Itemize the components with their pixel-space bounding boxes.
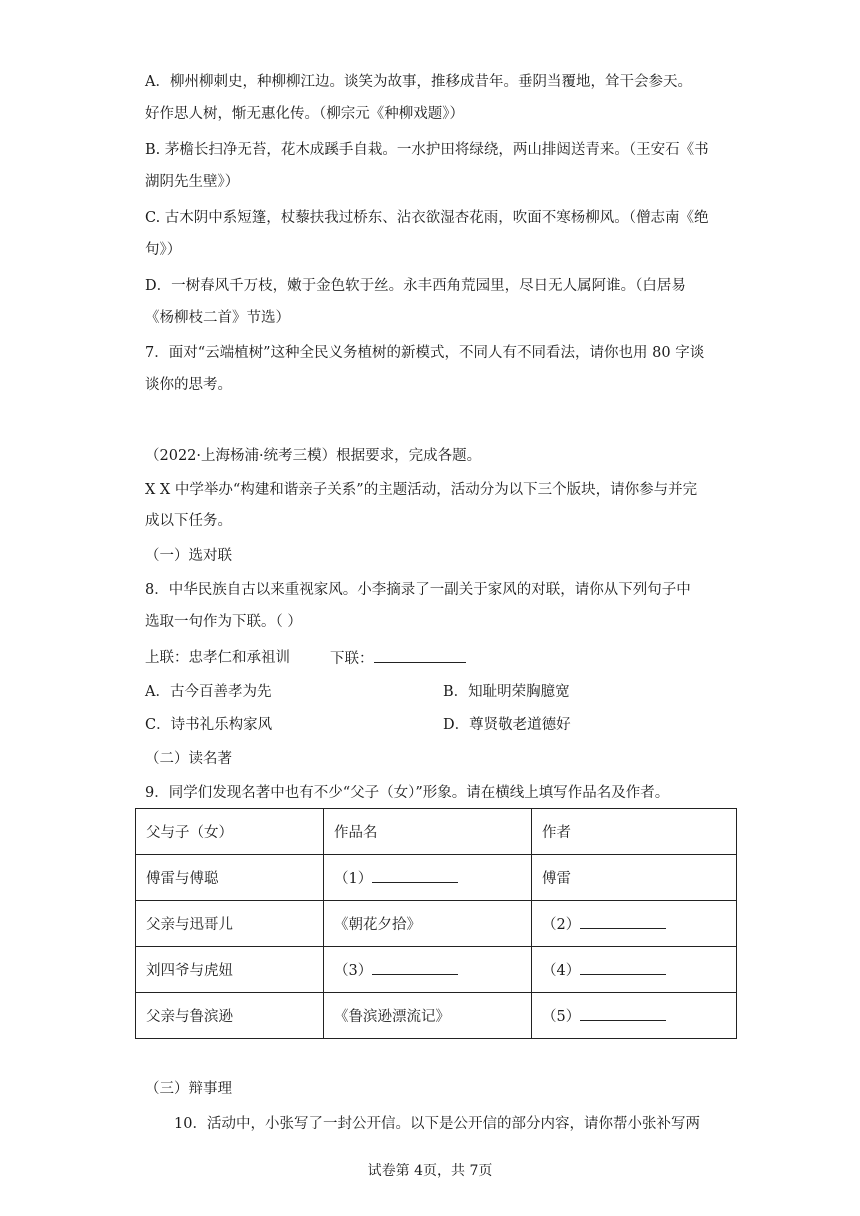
table-row <box>136 993 737 1039</box>
section-1-heading: （一）选对联 <box>145 548 232 564</box>
table-cell <box>532 947 737 993</box>
table-cell <box>532 901 737 947</box>
question-8-line-1: 8．中华民族自古以来重视家风。小李摘录了一副关于家风的对联，请你从下列句子中 <box>145 582 691 598</box>
activity-intro-line-1: X X 中学举办“构建和谐亲子关系”的主题活动，活动分为以下三个版块，请你参与并完 <box>145 482 698 498</box>
poem-a-line-2: 好作思人树，惭无惠化传。（柳宗元《种柳戏题》） <box>145 106 464 122</box>
poem-c-line-1: C. 古木阴中系短篷，杖藜扶我过桥东、沾衣欲湿杏花雨，吹面不寒杨柳风。（僧志南《绝 <box>145 210 709 226</box>
couplet-lower-label: 下联： <box>330 651 374 667</box>
option-d[interactable]: D．尊贤敬老道德好 <box>443 717 571 733</box>
question-7-line-2: 谈你的思考。 <box>145 377 232 393</box>
couplet-lower <box>330 648 466 669</box>
answer-blank-4[interactable] <box>580 960 666 975</box>
option-a[interactable]: A．古今百善孝为先 <box>145 684 272 700</box>
table-row <box>136 901 737 947</box>
answer-blank-2[interactable] <box>580 914 666 929</box>
page-footer: 试卷第 4页，共 7页 <box>367 1163 493 1179</box>
poem-a-line-1: A．柳州柳刺史，种柳柳江边。谈笑为故事，推移成昔年。垂阴当覆地，耸干会参天。 <box>145 74 692 90</box>
table-cell <box>324 947 532 993</box>
table-cell: 刘四爷与虎妞 <box>136 947 324 993</box>
table-cell: 傅雷与傅聪 <box>136 855 324 901</box>
table-cell <box>324 855 532 901</box>
option-c[interactable]: C．诗书礼乐构家风 <box>145 717 273 733</box>
question-9: 9．同学们发现名著中也有不少“父子（女）”形象。请在横线上填写作品名及作者。 <box>145 785 670 801</box>
answer-blank-1[interactable] <box>372 868 458 883</box>
table-row <box>136 947 737 993</box>
table-cell <box>532 993 737 1039</box>
table-header-row <box>136 809 737 855</box>
father-child-table <box>135 808 737 1039</box>
couplet-upper: 上联：忠孝仁和承祖训 <box>145 650 290 666</box>
question-7-line-1: 7．面对“云端植树”这种全民义务植树的新模式，不同人有不同看法，请你也用 80 字谈 <box>145 345 705 361</box>
source-heading: （2022·上海杨浦·统考三模）根据要求，完成各题。 <box>145 448 482 464</box>
question-10: 10．活动中，小张写了一封公开信。以下是公开信的部分内容，请你帮小张补写两 <box>174 1116 700 1132</box>
table-header: 作者 <box>532 809 737 855</box>
blank-label: （1） <box>334 871 373 887</box>
table-cell: 父亲与迅哥儿 <box>136 901 324 947</box>
question-8-line-2: 选取一句作为下联。（ ） <box>145 614 302 630</box>
couplet-blank[interactable] <box>374 648 466 663</box>
table-row <box>136 855 737 901</box>
table-cell: 父亲与鲁滨逊 <box>136 993 324 1039</box>
blank-label: （5） <box>542 1009 581 1025</box>
poem-c-line-2: 句》） <box>145 242 182 258</box>
poem-d-line-2: 《杨柳枝二首》节选） <box>145 310 290 326</box>
blank-label: （4） <box>542 963 581 979</box>
section-3-heading: （三）辩事理 <box>145 1081 232 1097</box>
poem-d-line-1: D．一树春风千万枝，嫩于金色软于丝。永丰西角荒园里，尽日无人属阿谁。（白居易 <box>145 278 686 294</box>
section-2-heading: （二）读名著 <box>145 751 232 767</box>
table-cell: 《鲁滨逊漂流记》 <box>324 993 532 1039</box>
answer-blank-3[interactable] <box>372 960 458 975</box>
blank-label: （3） <box>334 963 373 979</box>
activity-intro-line-2: 成以下任务。 <box>145 513 232 529</box>
option-b[interactable]: B．知耻明荣胸臆宽 <box>443 684 570 700</box>
table-header: 父与子（女） <box>136 809 324 855</box>
blank-label: （2） <box>542 917 581 933</box>
table-cell: 傅雷 <box>532 855 737 901</box>
table-cell: 《朝花夕拾》 <box>324 901 532 947</box>
answer-blank-5[interactable] <box>580 1006 666 1021</box>
poem-b-line-2: 湖阴先生壁》） <box>145 174 240 190</box>
table-header: 作品名 <box>324 809 532 855</box>
poem-b-line-1: B. 茅檐长扫净无苔，花木成蹊手自栽。一水护田将绿绕，两山排闼送青来。（王安石《书 <box>145 142 709 158</box>
